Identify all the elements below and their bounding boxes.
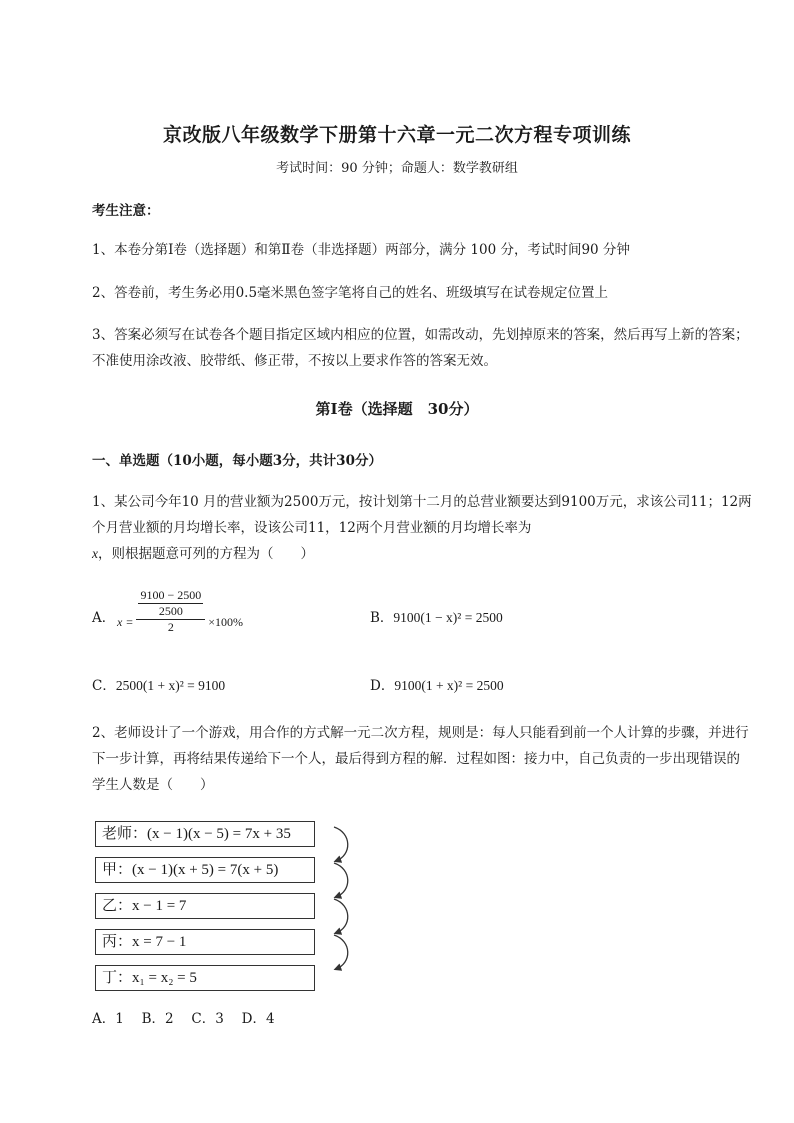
option-c-expression: 2500(1 + x)² = 9100 (115, 678, 226, 693)
arrow-3 (334, 899, 348, 933)
option-a-inner-den: 2500 (158, 604, 183, 618)
notice-heading: 考生注意： (92, 203, 160, 219)
option-a-inner-num: 9100 − 2500 (140, 588, 202, 602)
notice-item-3: 3、答案必须写在试卷各个题目指定区域内相应的位置，如需改动，先划掉原来的答案，然后再写上新的答案；不准使用涂改液、胶带纸、修正带，不按以上要求作答的答案无效。 (92, 327, 749, 369)
page-subtitle: 考试时间：90 分钟；命题人：数学教研组 (276, 161, 518, 176)
question-1-stem (92, 489, 752, 567)
relay-arrows (316, 825, 356, 985)
part-heading: 一、单选题（10小题，每小题3分，共计30分） (92, 453, 382, 469)
option-a-fraction (136, 588, 205, 635)
question-1-text: 1、某公司今年10 月的营业额为2500万元，按计划第十二月的总营业额要达到9100万元，求该公司11；12两个月营业额的月均增长率，设该公司11，12两个月营业额的月均增长率为 (92, 494, 752, 536)
question-1-variable: x (92, 546, 98, 561)
arrow-1 (334, 827, 348, 861)
notice-item-2: 2、答卷前，考生务必用0.5毫米黑色签字笔将自己的姓名、班级填写在试卷规定位置上 (92, 285, 609, 301)
option-d-label: D． (370, 678, 395, 694)
question-2-stem: 2、老师设计了一个游戏，用合作的方式解一元二次方程，规则是：每人只能看到前一个人计算的步骤，并进行下一步计算，再将结果传递给下一个人，最后得到方程的解．过程如图：接力中，自己负责的一步出现错误的学生人数是（ ） (92, 725, 749, 793)
option-a-lhs: x = (117, 615, 134, 629)
option-a-denominator: 2 (167, 620, 174, 634)
option-b[interactable] (370, 606, 503, 626)
option-a-inner-fraction (138, 588, 203, 619)
relay-step-teacher: 老师：(x − 1)(x − 5) = 7x + 35 (95, 821, 315, 847)
arrow-4 (334, 935, 348, 969)
option-a-expression (117, 588, 243, 635)
relay-step-bing: 丙：x = 7 − 1 (95, 929, 315, 955)
arrow-2 (334, 863, 348, 897)
option-c[interactable] (92, 674, 225, 694)
option-c-label: C． (92, 678, 116, 694)
relay-step-ding: 丁：x₁ = x₂ = 5 (95, 965, 315, 991)
page-title: 京改版八年级数学下册第十六章一元二次方程专项训练 (162, 124, 631, 146)
section-title: 第Ⅰ卷（选择题 30分） (315, 400, 479, 418)
option-d[interactable] (370, 674, 504, 694)
option-b-expression: 9100(1 − x)² = 2500 (393, 610, 503, 625)
option-a-tail: ×100% (208, 615, 243, 629)
option-a-numerator (136, 588, 205, 620)
question-1-tail: ，则根据题意可列的方程为（ ） (98, 546, 314, 562)
relay-step-yi: 乙：x − 1 = 7 (95, 893, 315, 919)
notice-item-1: 1、本卷分第Ⅰ卷（选择题）和第Ⅱ卷（非选择题）两部分，满分 100 分，考试时间90 分钟 (92, 242, 630, 258)
question-2-options[interactable]: A．1 B．2 C．3 D．4 (92, 1011, 275, 1027)
relay-step-jia: 甲：(x − 1)(x + 5) = 7(x + 5) (95, 857, 315, 883)
option-d-expression: 9100(1 + x)² = 2500 (394, 678, 504, 693)
option-a-label: A． (92, 610, 116, 626)
option-b-label: B． (370, 610, 394, 626)
